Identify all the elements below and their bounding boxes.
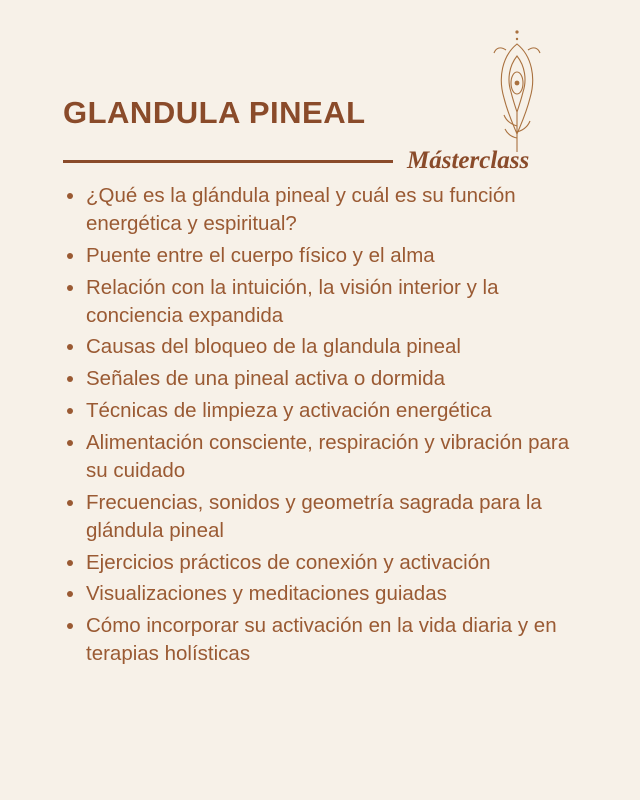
list-item-label: Cómo incorporar su activación en la vida diaria y en terapias holísticas	[86, 614, 557, 666]
bullet-icon	[67, 285, 73, 291]
list-item-label: Relación con la intuición, la visión interior y la conciencia expandida	[86, 275, 499, 327]
bullet-icon	[67, 408, 73, 414]
list-item	[63, 333, 590, 361]
list-item	[63, 182, 590, 238]
list-item	[63, 397, 590, 425]
list-item-label: Señales de una pineal activa o dormida	[86, 367, 445, 391]
subtitle: Másterclass	[407, 147, 530, 175]
list-item-label: ¿Qué es la glándula pineal y cuál es su función energética y espiritual?	[86, 184, 516, 235]
bullet-icon	[67, 193, 73, 199]
bullet-icon	[67, 500, 73, 506]
bullet-icon	[67, 591, 73, 597]
list-item	[63, 274, 590, 330]
bullet-icon	[67, 560, 73, 566]
header	[63, 96, 577, 175]
bullet-icon	[67, 623, 73, 629]
list-item-label: Técnicas de limpieza y activación energética	[86, 399, 492, 423]
list-item-label: Frecuencias, sonidos y geometría sagrada para la glándula pineal	[86, 490, 542, 542]
list-item-label: Ejercicios prácticos de conexión y activación	[86, 550, 491, 574]
bullet-icon	[67, 344, 73, 350]
list-item	[63, 242, 590, 270]
bullet-icon	[67, 440, 73, 446]
list-item	[63, 612, 590, 668]
list-item	[63, 549, 590, 577]
bullet-icon	[67, 253, 73, 259]
list-item	[63, 580, 590, 608]
list-item	[63, 429, 590, 485]
topic-list	[63, 182, 590, 672]
list-item	[63, 365, 590, 393]
list-item-label: Causas del bloqueo de la glandula pineal	[86, 335, 461, 359]
list-item	[63, 489, 590, 545]
list-item-label: Visualizaciones y meditaciones guiadas	[86, 582, 447, 606]
title-rule-row	[63, 147, 577, 175]
list-item-label: Puente entre el cuerpo físico y el alma	[86, 243, 435, 267]
bullet-icon	[67, 376, 73, 382]
page-title: GLANDULA PINEAL	[63, 95, 366, 130]
list-item-label: Alimentación consciente, respiración y vibración para su cuidado	[86, 431, 570, 482]
divider	[63, 160, 393, 163]
